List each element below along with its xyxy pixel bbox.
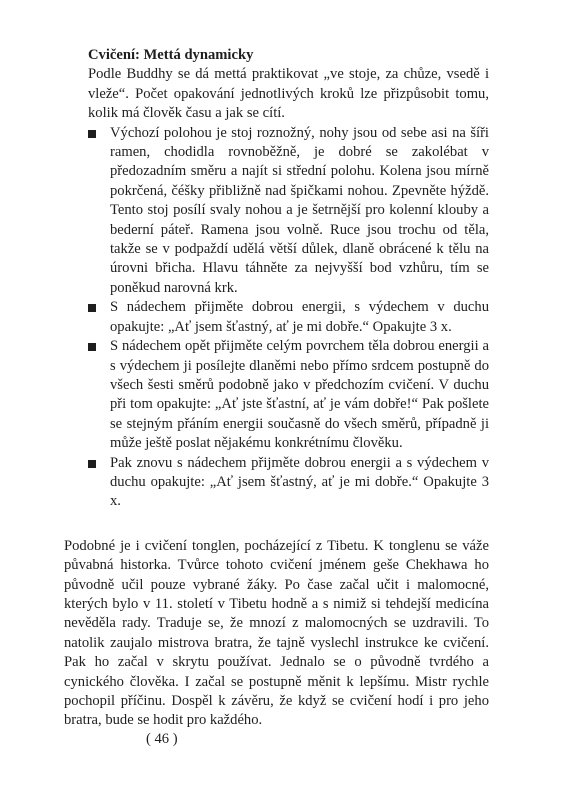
tonglen-paragraph: Podobné je i cvičení tonglen, pocházející z Tibetu. K tonglenu se váže půvabná historka. Tvůrce tohoto cvičení jménem geše Chekhawa ho původně učil pouze vybrané žáky. Po čase začal učit i malomocné, kterých bylo v 11. století v Tibetu hodně a s nimiž si tehdejší medicína nevěděla rady. Traduje se, že mnozí z malomocných se uzdravili. To natolik zaujalo mistrova bratra, že tajně vyslechl instrukce ke cvičení. Pak ho začal v skrytu používat. Jednalo se o původně tvrdého a cynického člověka. I začal se postupně měnit k lepšímu. Mistr rychle pochopil příčinu. Dospěl k závěru, že když se cvičení hodí i pro jeho bratra, bude se hodit pro každého. [64, 537, 489, 729]
exercise-steps-list [84, 124, 489, 512]
page-number: ( 46 ) [146, 731, 178, 747]
square-bullet-icon [88, 130, 96, 138]
square-bullet-icon [88, 304, 96, 312]
square-bullet-icon [88, 343, 96, 351]
intro-paragraph: Podle Buddhy se dá mettá praktikovat „ve stoje, za chůze, vsedě i vleže“. Počet opakování jednotlivých kroků lze přizpůsobit tomu, kolik má člověk času a jak se cítí. [88, 66, 489, 122]
exercise-step [110, 337, 489, 453]
exercise-step [110, 124, 489, 299]
square-bullet-icon [88, 460, 96, 468]
exercise-step-text: S nádechem přijměte dobrou energii, s výdechem v duchu opakujte: „Ať jsem šťastný, ať je mi dobře.“ Opakujte 3 x. [110, 299, 489, 335]
exercise-step [110, 298, 489, 337]
exercise-step-text: S nádechem opět přijměte celým povrchem těla dobrou energii a s výdechem ji posílejte dlaněmi nebo přímo srdcem postupně do všech šesti směrů podobně jako v předchozím cvičení. V duchu při tom opakujte: „Ať jste šťastní, ať je vám dobře!“ Pak pošlete se stejným přáním energii současně do všech směrů, případně ji může ještě poslat nějakému konkrétnímu člověku. [110, 338, 489, 452]
section-heading: Cvičení: Mettá dynamicky [88, 47, 254, 63]
exercise-step-text: Pak znovu s nádechem přijměte dobrou energii a s výdechem v duchu opakujte: „Ať jsem šťastný, ať je mi dobře.“ Opakujte 3 x. [110, 454, 489, 510]
exercise-step [110, 454, 489, 512]
page-content [64, 46, 489, 731]
exercise-step-text: Výchozí polohou je stoj roznožný, nohy jsou od sebe asi na šíři ramen, chodidla rovnoběžně, je dobré se zakolébat v předozadním směru a najít si střední polohu. Kolena jsou mírně pokrčená, čéšky přibližně nad špičkami nohou. Zpevněte hýždě. Tento stoj posílí svaly nohou a je šetrnější pro kolenní klouby a bederní páteř. Ramena jsou volně. Ruce jsou trochu od těla, takže se v podpaždí udělá větší důlek, dlaně obrácené k tělu na úrovni břicha. Hlavu táhněte za nejvyšší bod vzhůru, tím se poněkud narovná krk. [110, 124, 489, 296]
